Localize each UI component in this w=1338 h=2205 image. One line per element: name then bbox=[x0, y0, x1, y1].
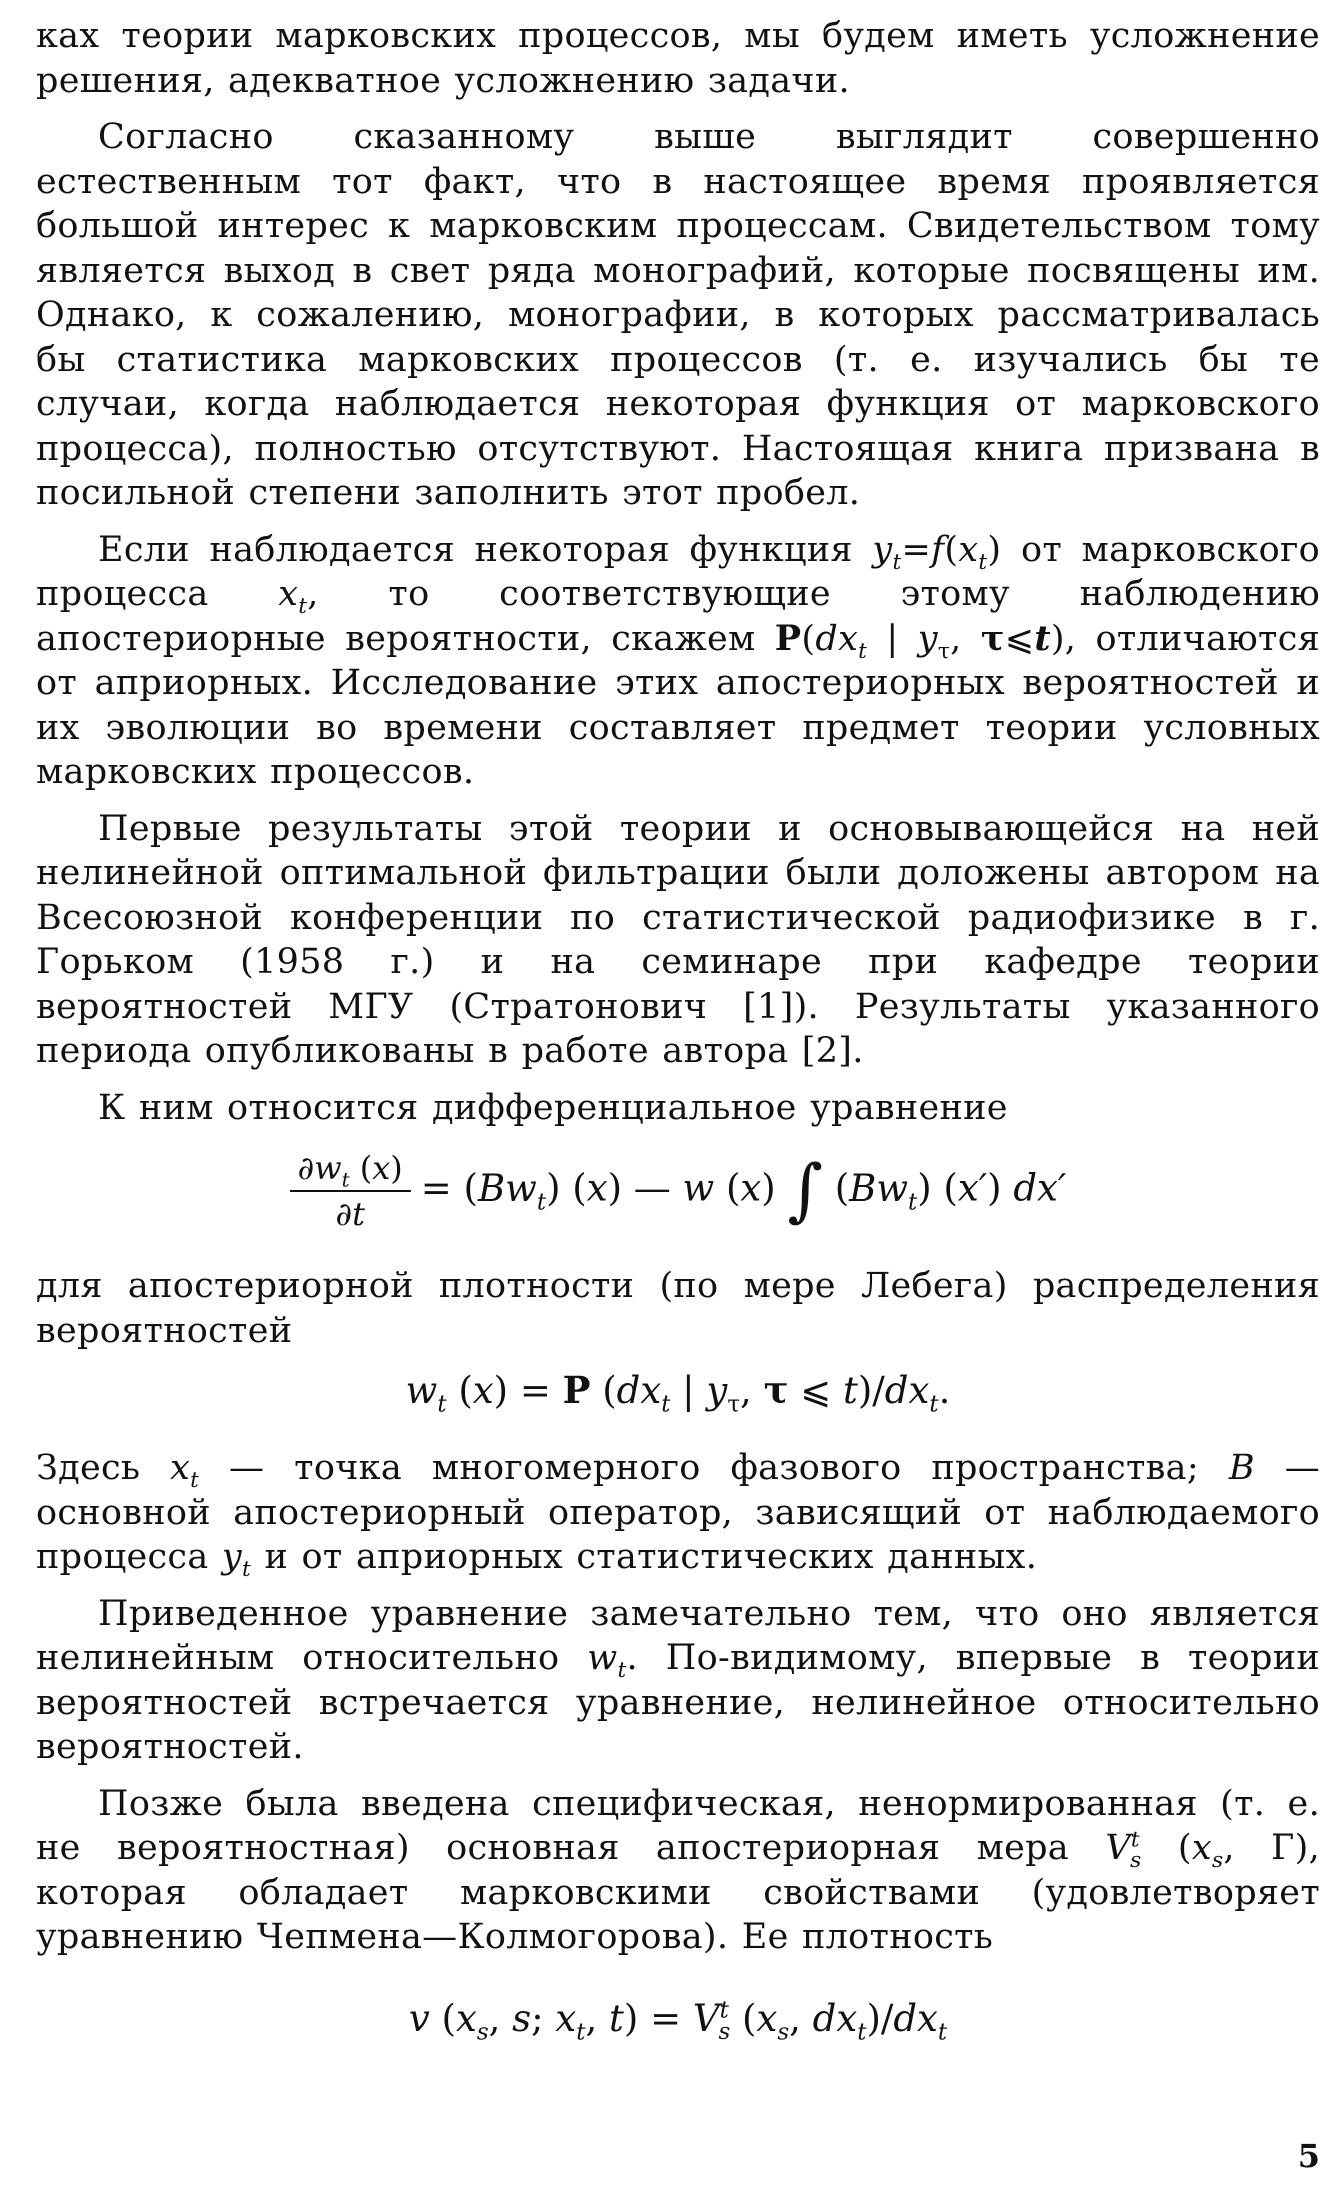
formula-fraction: $\frac{\partial w_t (x)}{\partial t}$ bbox=[290, 1148, 411, 1234]
paragraph-2-text-3: , то соответствующие этому наблюдению апостериорные вероятности, скажем bbox=[36, 574, 1320, 659]
inline-math-posterior: $P(dx_t$ | $y_\tau$, τ⩽t) bbox=[774, 617, 1065, 664]
formula-measure-density: v ($x_s$, s; $x_t$, $t) = V^t_s$ ($x_s$, $dx_t)/dx_t$ bbox=[408, 1996, 948, 2045]
paragraph-8-text-2: , которая обладает марковскими свойствами (удовлетворяет уравнению Чепмена—Колмогорова). Ее плотность bbox=[36, 1828, 1320, 1957]
paragraph-2-text-4: , отличаются от априорных. Исследование этих апостериорных вероятностей и их эволюции во времени составляет предмет теории условных марковских процессов. bbox=[36, 618, 1321, 792]
paragraph-1: Согласно сказанному выше выглядит совершенно естественным тот факт, что в настоящее время проявляется большой интерес к марковским процессам. Свидетельством тому является выход в свет ряда монографий, которые посвящены им. Однако, к сожалению, монографии, в которых рассматривалась бы статистика марковских процессов (т. е. изучались бы те случаи, когда наблюдается некоторая функция от марковского процесса), полностью отсутствуют. Настоящая книга призвана в посильной степени заполнить этот пробел. bbox=[36, 117, 1320, 513]
inline-math-wt: $w_t$ bbox=[587, 1638, 627, 1683]
paragraph-0: ках теории марковских процессов, мы будем иметь усложнение решения, адекватное усложнению задачи. bbox=[36, 16, 1320, 101]
paragraph-7 bbox=[36, 1592, 1320, 1770]
paragraph-6-text-2: — точка многомерного фазового пространства; bbox=[199, 1448, 1229, 1488]
paragraph-7-text-1: Приведенное уравнение замечательно тем, что оно является нелинейным относительно bbox=[36, 1593, 1320, 1678]
paragraph-8 bbox=[36, 1782, 1320, 1960]
paragraph-5: для апостериорной плотности (по мере Лебега) распределения вероятностей bbox=[36, 1266, 1320, 1351]
paragraph-6-text-4: и от априорных статистических данных. bbox=[251, 1537, 1038, 1577]
inline-math-xt: $x_t$ bbox=[278, 574, 308, 619]
inline-math-B: B bbox=[1228, 1448, 1255, 1488]
paragraph-2: Если наблюдается некоторая функция $y_t=f(x_t)$ от марковского процесса $x_t$, то соответствующие этому наблюдению апостериорные вероятности, скажем $P(dx_t$ | $y_\tau$, τ⩽t), отличаются от априорных. Исследование этих апостериорных вероятностей и их эволюции во времени составляет предмет теории условных марковских процессов. bbox=[36, 529, 1321, 792]
paragraph-7-text-2: . По-видимому, впервые в теории вероятностей встречается уравнение, нелинейное относительно вероятностей. bbox=[36, 1638, 1320, 1767]
integral-sign: ∫ bbox=[787, 1151, 823, 1230]
paragraph-6 bbox=[36, 1446, 1320, 1580]
paragraph-4: К ним относится дифференциальное уравнение bbox=[98, 1087, 1008, 1128]
inline-math-measure: $V^t_s$ ($x_s$, Г) bbox=[1105, 1827, 1309, 1873]
paragraph-3: Первые результаты этой теории и основывающейся на ней нелинейной оптимальной фильтрации были доложены автором на Всесоюзной конференции по статистической радиофизике в г. Горьком (1958 г.) и на семинаре при кафедре теории вероятностей МГУ (Стратонович [1]). Результаты указанного периода опубликованы в работе автора [2]. bbox=[36, 808, 1320, 1071]
paragraph-8-text-1: Позже была введена специфическая, ненормированная (т. е. не вероятностная) основная апостериорная мера bbox=[36, 1783, 1320, 1868]
page-number: 5 bbox=[1297, 2137, 1320, 2175]
paragraph-6-text-1: Здесь bbox=[36, 1448, 171, 1488]
paragraph-2-text-1: Если наблюдается некоторая функция bbox=[98, 529, 873, 570]
paragraph-2-text-2: от марковского процесса bbox=[36, 529, 1320, 614]
inline-math-yt: $y_t=f$ bbox=[872, 529, 945, 575]
formula-differential-equation: $\frac{\partial w_t (x)}{\partial t}$ = $(Bw_t)$ (x) — w (x) ∫ $(Bw_t)$ (x′) dx′ bbox=[36, 1148, 1320, 1234]
paragraph-6-text-3: — основной апостериорный оператор, зависящий от наблюдаемого процесса bbox=[36, 1448, 1321, 1577]
inline-math-xt-2: $x_t$ bbox=[170, 1448, 200, 1493]
inline-math-yt-2: $y_t$ bbox=[221, 1537, 252, 1582]
formula-posterior-density: $w_t$ (x) = P ($dx_t$ | $y_\tau$, τ ⩽ $t)/dx_t$. bbox=[405, 1368, 951, 1418]
